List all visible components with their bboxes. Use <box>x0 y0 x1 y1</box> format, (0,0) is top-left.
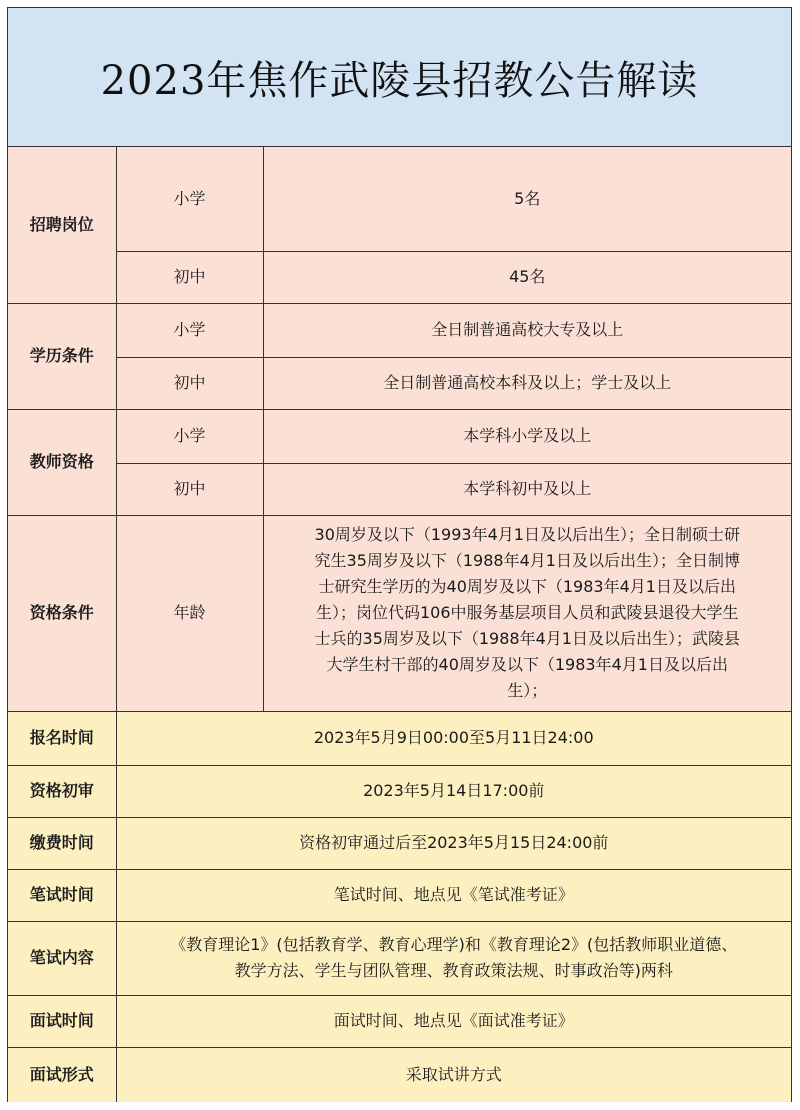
qualification-line: 士研究生学历的为40周岁及以下（1983年4月1日及以后出 <box>318 577 736 596</box>
info-table <box>8 147 791 1102</box>
table-row <box>8 1047 791 1102</box>
register-time-label: 报名时间 <box>8 711 116 765</box>
table-row <box>8 357 791 409</box>
announcement-document <box>7 7 792 1102</box>
table-row <box>8 711 791 765</box>
table-row <box>8 251 791 303</box>
table-row <box>8 921 791 995</box>
education-primary-level: 小学 <box>116 303 263 357</box>
positions-primary-value: 5名 <box>263 147 791 251</box>
teacher-cert-primary-level: 小学 <box>116 409 263 463</box>
education-middle-level: 初中 <box>116 357 263 409</box>
positions-label: 招聘岗位 <box>8 147 116 303</box>
education-primary-value: 全日制普通高校大专及以上 <box>263 303 791 357</box>
positions-primary-level: 小学 <box>116 147 263 251</box>
initial-review-label: 资格初审 <box>8 765 116 817</box>
teacher-cert-primary-value: 本学科小学及以上 <box>263 409 791 463</box>
written-content-label: 笔试内容 <box>8 921 116 995</box>
education-label: 学历条件 <box>8 303 116 409</box>
qualification-label: 资格条件 <box>8 515 116 711</box>
qualification-line: 士兵的35周岁及以下（1988年4月1日及以后出生）；武陵县 <box>314 629 740 648</box>
positions-middle-level: 初中 <box>116 251 263 303</box>
positions-middle-value: 45名 <box>263 251 791 303</box>
qualification-line: 究生35周岁及以下（1988年4月1日及以后出生）；全日制博 <box>314 551 740 570</box>
table-row <box>8 869 791 921</box>
qualification-sub-label: 年龄 <box>116 515 263 711</box>
interview-format-value: 采取试讲方式 <box>116 1047 791 1102</box>
table-row <box>8 409 791 463</box>
written-content-line: 教学方法、学生与团队管理、教育政策法规、时事政治等)两科 <box>234 961 673 980</box>
table-row <box>8 817 791 869</box>
page-title: 2023年焦作武陵县招教公告解读 <box>8 8 791 147</box>
initial-review-value: 2023年5月14日17:00前 <box>116 765 791 817</box>
table-row <box>8 765 791 817</box>
education-middle-value: 全日制普通高校本科及以上；学士及以上 <box>263 357 791 409</box>
qualification-line: 生）；岗位代码106中服务基层项目人员和武陵县退役大学生 <box>315 603 739 622</box>
interview-format-label: 面试形式 <box>8 1047 116 1102</box>
table-row <box>8 147 791 251</box>
written-time-label: 笔试时间 <box>8 869 116 921</box>
written-content-value <box>116 921 791 995</box>
qualification-value <box>263 515 791 711</box>
table-row <box>8 463 791 515</box>
qualification-line: 大学生村干部的40周岁及以下（1983年4月1日及以后出 <box>326 655 728 674</box>
teacher-cert-label: 教师资格 <box>8 409 116 515</box>
payment-time-label: 缴费时间 <box>8 817 116 869</box>
written-time-value: 笔试时间、地点见《笔试准考证》 <box>116 869 791 921</box>
payment-time-value: 资格初审通过后至2023年5月15日24:00前 <box>116 817 791 869</box>
interview-time-label: 面试时间 <box>8 995 116 1047</box>
table-row <box>8 303 791 357</box>
teacher-cert-middle-level: 初中 <box>116 463 263 515</box>
register-time-value: 2023年5月9日00:00至5月11日24:00 <box>116 711 791 765</box>
teacher-cert-middle-value: 本学科初中及以上 <box>263 463 791 515</box>
qualification-line: 生）； <box>507 681 548 700</box>
written-content-line: 《教育理论1》(包括教育学、教育心理学)和《教育理论2》(包括教师职业道德、 <box>170 935 738 954</box>
interview-time-value: 面试时间、地点见《面试准考证》 <box>116 995 791 1047</box>
table-row <box>8 515 791 711</box>
qualification-line: 30周岁及以下（1993年4月1日及以后出生）；全日制硕士研 <box>314 525 740 544</box>
table-row <box>8 995 791 1047</box>
